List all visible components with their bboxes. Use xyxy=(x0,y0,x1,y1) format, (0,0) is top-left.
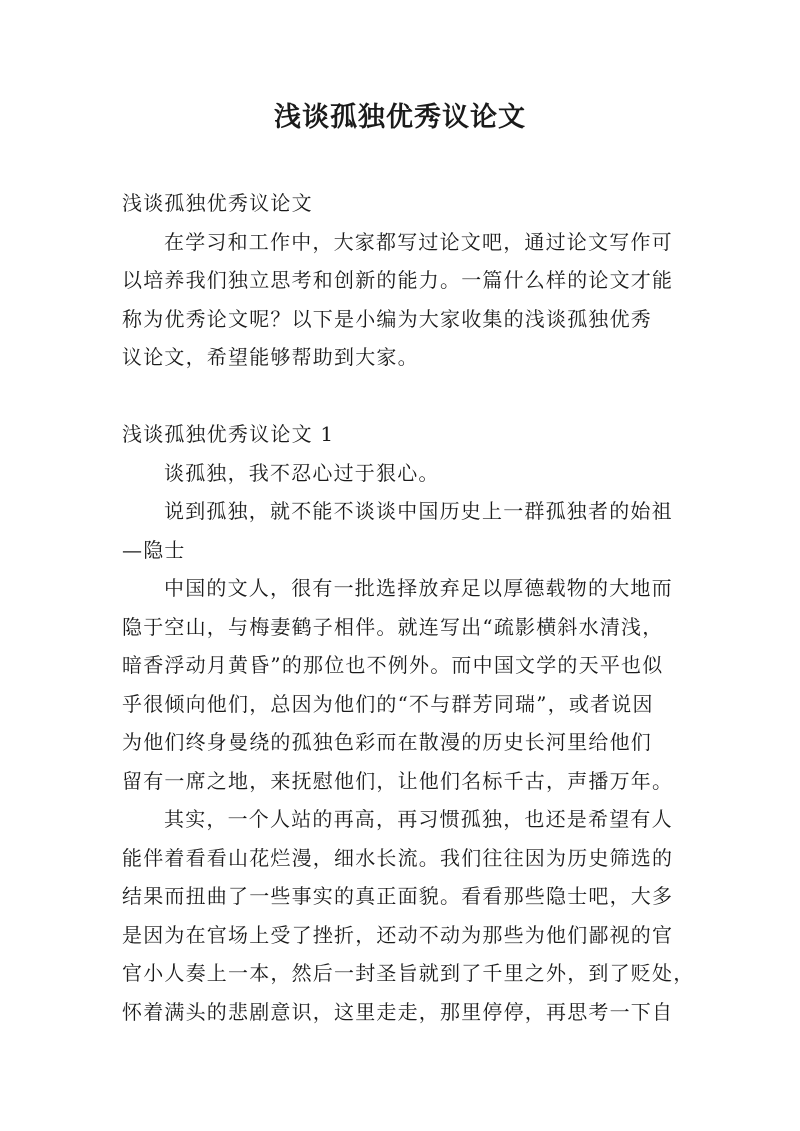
document-title: 浅谈孤独优秀议论文 xyxy=(274,102,526,133)
paragraph-line: 谈孤独，我不忍心过于狠心。 xyxy=(164,460,440,485)
section-heading: 浅谈孤独优秀议论文 xyxy=(122,191,313,215)
intro-line: 在学习和工作中，大家都写过论文吧，通过论文写作可 xyxy=(164,229,673,254)
document-body xyxy=(122,184,695,1031)
paragraph-line: 能伴着看看山花烂漫，细水长流。我们往往因为历史筛选的 xyxy=(122,845,674,870)
intro-line: 以培养我们独立思考和创新的能力。一篇什么样的论文才能 xyxy=(122,268,674,292)
paragraph-line: 留有一席之地，来抚慰他们，让他们名标千古，声播万年。 xyxy=(122,768,674,793)
intro-line: 议论文，希望能够帮助到大家。 xyxy=(122,345,419,369)
paragraph-line: 乎很倾向他们，总因为他们的“不与群芳同瑞”，或者说因 xyxy=(122,691,654,716)
paragraph-line: 隐于空山，与梅妻鹤子相伴。就连写出“疏影横斜水清浅， xyxy=(122,614,664,639)
paragraph-line: 结果而扭曲了一些事实的真正面貌。看看那些隐士吧，大多 xyxy=(122,884,674,908)
paragraph-line: 官小人奏上一本，然后一封圣旨就到了千里之外，到了贬处， xyxy=(122,961,695,985)
paragraph-line: 其实，一个人站的再高，再习惯孤独，也还是希望有人 xyxy=(164,807,673,831)
intro-line: 称为优秀论文呢？以下是小编为大家收集的浅谈孤独优秀 xyxy=(122,306,652,331)
paragraph-line: 暗香浮动月黄昏”的那位也不例外。而中国文学的天平也似 xyxy=(122,653,664,677)
paragraph-line: 为他们终身曼绕的孤独色彩而在散漫的历史长河里给他们 xyxy=(122,730,652,754)
paragraph-line: 是因为在官场上受了挫折，还动不动为那些为他们鄙视的官 xyxy=(122,922,674,947)
paragraph-line: 怀着满头的悲剧意识，这里走走，那里停停，再思考一下自 xyxy=(122,999,674,1024)
paragraph-gap xyxy=(122,377,688,416)
paragraph-line: —隐士 xyxy=(122,537,186,562)
section-heading: 浅谈孤独优秀议论文 1 xyxy=(122,422,335,446)
paragraph-line: 说到孤独，就不能不谈谈中国历史上一群孤独者的始祖 xyxy=(164,499,673,523)
paragraph-line: 中国的文人，很有一批选择放弃足以厚德载物的大地而 xyxy=(164,576,673,600)
